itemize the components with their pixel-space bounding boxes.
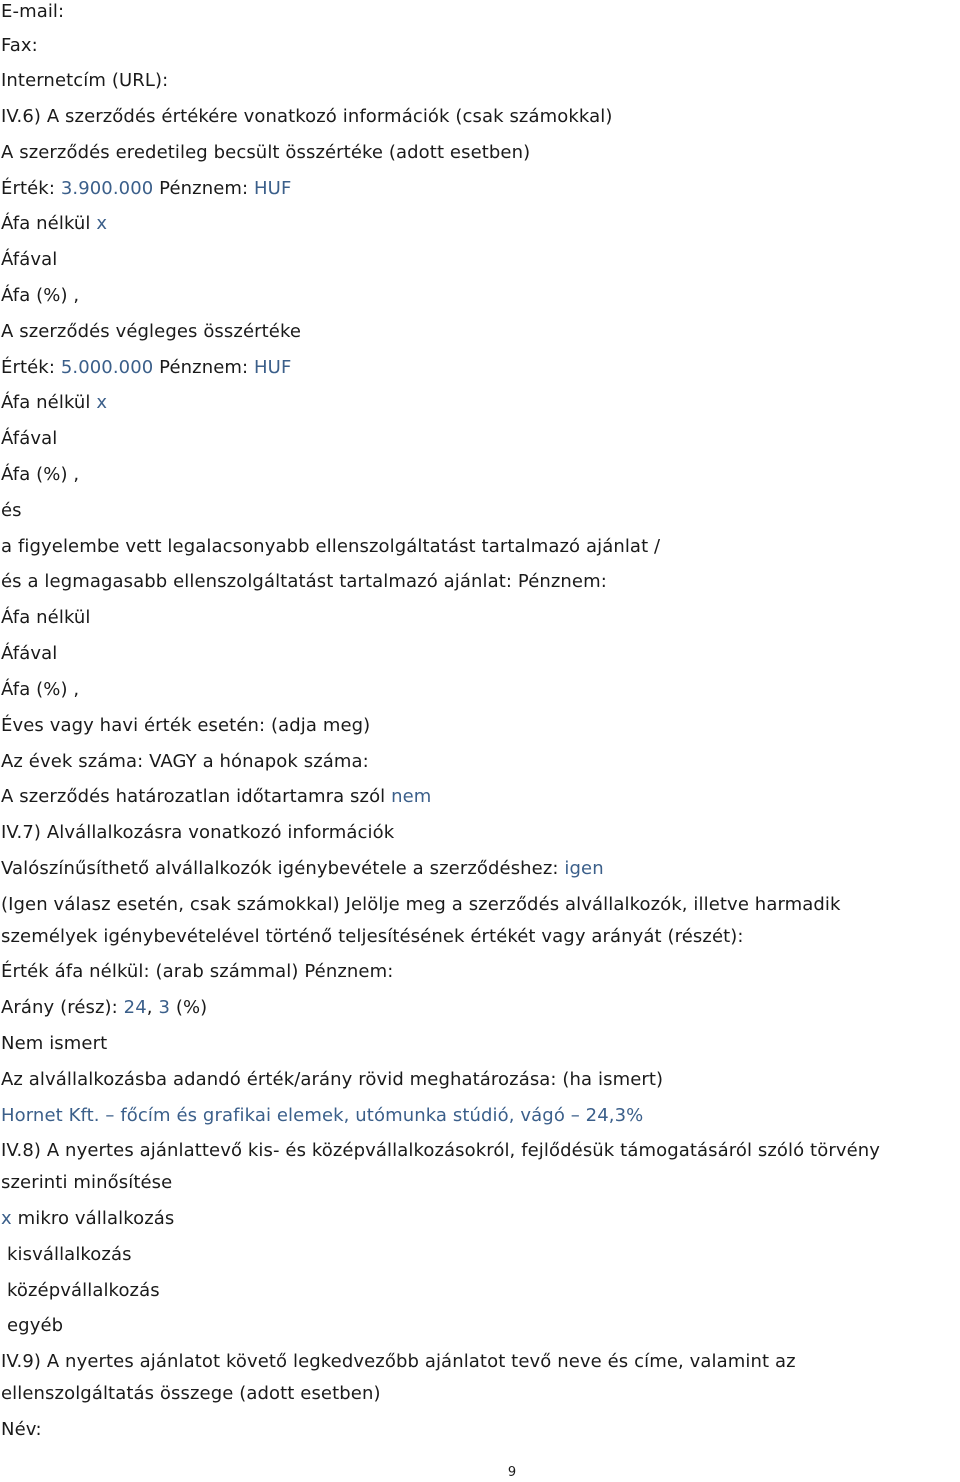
- offer-vat-included: Áfával: [1, 643, 58, 664]
- offer-vat-excluded: Áfa nélkül: [1, 607, 91, 628]
- final-vat-included: Áfával: [1, 428, 58, 449]
- fax-label: Fax:: [1, 35, 38, 56]
- annual-monthly-label: Éves vagy havi érték esetén: (adja meg): [1, 715, 371, 736]
- url-label: Internetcím (URL):: [1, 70, 169, 91]
- subcontract-value: igen: [564, 858, 604, 879]
- years-months-label: Az évek száma: VAGY a hónapok száma:: [1, 751, 369, 772]
- final-value-currency: HUF: [254, 357, 292, 378]
- original-vat-percent: Áfa (%) ,: [1, 285, 80, 306]
- final-vat-excluded-mark: x: [96, 392, 108, 413]
- final-value-heading: A szerződés végleges összértéke: [1, 321, 302, 342]
- section-iv8-heading-line-2: szerinti minősítése: [1, 1172, 173, 1193]
- offer-vat-percent: Áfa (%) ,: [1, 679, 80, 700]
- original-value-row: Érték: 3.900.000 Pénznem: HUF: [1, 178, 292, 199]
- section-iv9-heading-line-1: IV.9) A nyertes ajánlatot követő legkedvezőbb ajánlatot tevő neve és címe, valamint az: [1, 1351, 796, 1372]
- original-value-heading: A szerződés eredetileg becsült összértéke (adott esetben): [1, 142, 531, 163]
- short-description-label: Az alvállalkozásba adandó érték/arány rövid meghatározása: (ha ismert): [1, 1069, 664, 1090]
- value-no-vat-label: Érték áfa nélkül: (arab számmal) Pénznem:: [1, 961, 394, 982]
- original-vat-excluded: Áfa nélkül x: [1, 213, 108, 234]
- original-value-currency: HUF: [254, 178, 292, 199]
- unknown-label: Nem ismert: [1, 1033, 108, 1054]
- indefinite-term-value: nem: [391, 786, 432, 807]
- section-iv7-heading: IV.7) Alvállalkozásra vonatkozó információk: [1, 822, 395, 843]
- micro-enterprise-mark: x: [1, 1208, 12, 1229]
- final-value-amount: 5.000.000: [60, 357, 154, 378]
- lowest-offer-label: a figyelembe vett legalacsonyabb ellenszolgáltatást tartalmazó ajánlat /: [1, 536, 661, 557]
- final-vat-excluded: Áfa nélkül x: [1, 392, 108, 413]
- indefinite-term-row: A szerződés határozatlan időtartamra szól nem: [1, 786, 432, 807]
- page-number: 9: [507, 1465, 517, 1480]
- subcontract-note-line-2: személyek igénybevételével történő teljesítésének értékét vagy arányát (részét):: [1, 926, 744, 947]
- original-value-amount: 3.900.000: [60, 178, 154, 199]
- ratio-decimal: 3: [158, 997, 170, 1018]
- name-label: Név:: [1, 1419, 42, 1440]
- ratio-row: Arány (rész): 24, 3 (%): [1, 997, 208, 1018]
- final-vat-percent: Áfa (%) ,: [1, 464, 80, 485]
- small-enterprise-row: kisvállalkozás: [7, 1244, 132, 1265]
- and-label: és: [1, 500, 22, 521]
- original-vat-included: Áfával: [1, 249, 58, 270]
- ratio-integer: 24: [123, 997, 147, 1018]
- final-value-row: Érték: 5.000.000 Pénznem: HUF: [1, 357, 292, 378]
- section-iv6-heading: IV.6) A szerződés értékére vonatkozó információk (csak számokkal): [1, 106, 613, 127]
- subcontract-note-line-1: (Igen válasz esetén, csak számokkal) Jelölje meg a szerződés alvállalkozók, illetve harmadik: [1, 894, 841, 915]
- section-iv9-heading-line-2: ellenszolgáltatás összege (adott esetben): [1, 1383, 381, 1404]
- subcontract-row: Valószínűsíthető alvállalkozók igénybevétele a szerződéshez: igen: [1, 858, 604, 879]
- medium-enterprise-row: középvállalkozás: [7, 1280, 160, 1301]
- email-label: E-mail:: [1, 1, 65, 22]
- section-iv8-heading-line-1: IV.8) A nyertes ajánlattevő kis- és középvállalkozásokról, fejlődésük támogatásáról szóló törvény: [1, 1140, 881, 1161]
- short-description-value: Hornet Kft. – főcím és grafikai elemek, utómunka stúdió, vágó – 24,3%: [1, 1105, 644, 1126]
- original-vat-excluded-mark: x: [96, 213, 108, 234]
- micro-enterprise-row: x mikro vállalkozás: [1, 1208, 175, 1229]
- other-enterprise-row: egyéb: [7, 1315, 64, 1336]
- highest-offer-label: és a legmagasabb ellenszolgáltatást tartalmazó ajánlat: Pénznem:: [1, 571, 607, 592]
